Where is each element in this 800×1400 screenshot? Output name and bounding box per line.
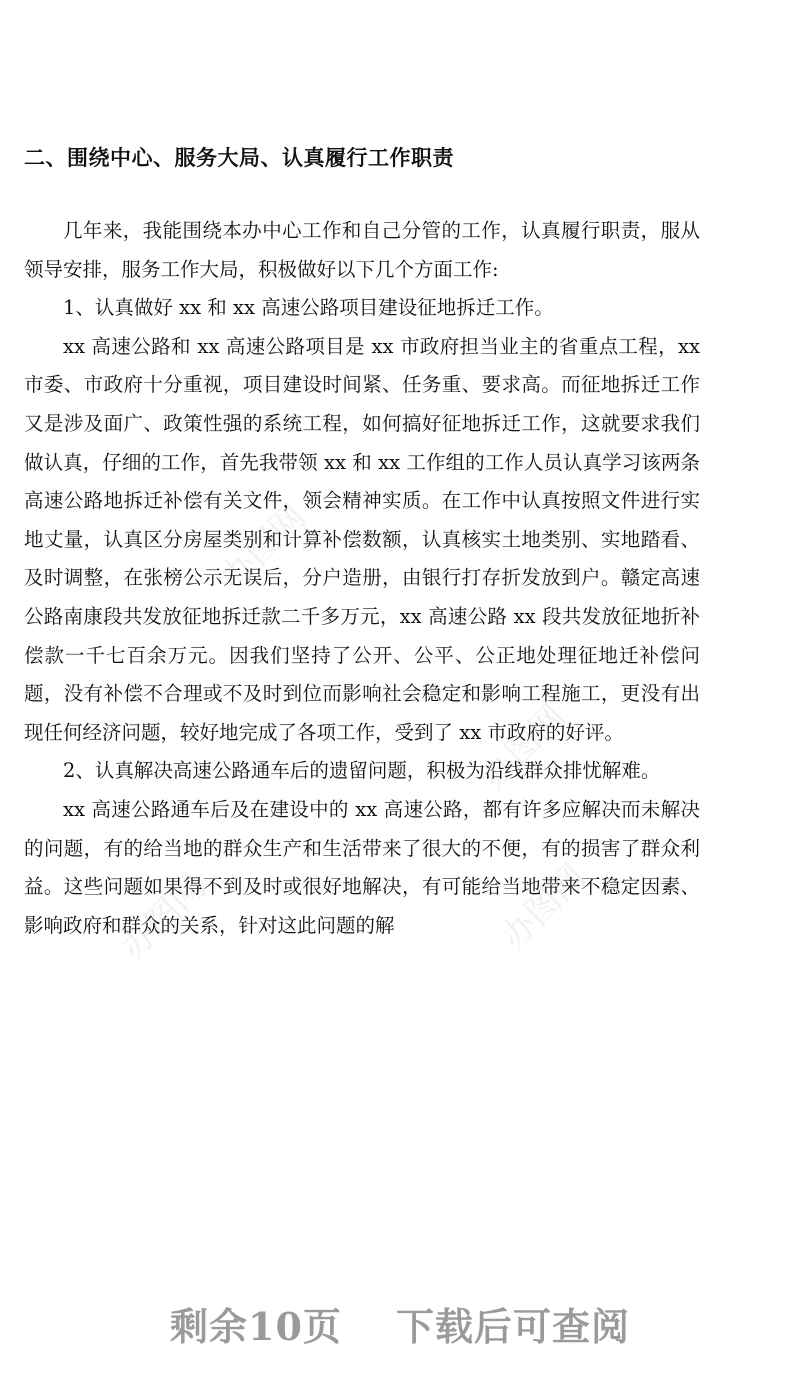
- paragraph: 几年来，我能围绕本办中心工作和自己分管的工作，认真履行职责，服从领导安排，服务工作大局，积极做好以下几个方面工作:: [24, 219, 700, 281]
- watermark: 办图网: [113, 866, 214, 968]
- watermark: 办图网: [493, 856, 594, 958]
- watermark: 办图网: [473, 696, 574, 798]
- remaining-pages-text: 剩余10页: [170, 1304, 342, 1349]
- watermark: 办图网: [213, 496, 314, 598]
- download-to-view-text: 下载后可查阅: [395, 1304, 630, 1349]
- paragraph: 1、认真做好 xx 和 xx 高速公路项目建设征地拆迁工作。: [63, 296, 554, 320]
- document-body: [24, 212, 700, 945]
- paragraph: 2、认真解决高速公路通车后的遗留问题，积极为沿线群众排忧解难。: [63, 759, 661, 783]
- section-heading: 二、围绕中心、服务大局、认真履行工作职责: [24, 146, 454, 170]
- paragraph: xx 高速公路和 xx 高速公路项目是 xx 市政府担当业主的省重点工程，xx 市委、市政府十分重视，项目建设时间紧、任务重、要求高。而征地拆迁工作又是涉及面广、政策性强的系统工程，如何搞好征地拆迁工作，这就要求我们做认真，仔细的工作，首先我带领 xx 和 xx 工作组的工作人员认真学习该两条高速公路地拆迁补偿有关文件，领会精神实质。在工作中认真按照文件进行实地丈量，认真区分房屋类别和计算补偿数额，认真核实土地类别、实地踏看、及时调整，在张榜公示无误后，分户造册，由银行打存折发放到户。赣定高速公路南康段共发放征地拆迁款二千多万元，xx 高速公路 xx 段共发放征地折补偿款一千七百余万元。因我们坚持了公开、公平、公正地处理征地迁补偿问题，没有补偿不合理或不及时到位而影响社会稳定和影响工程施工，更没有出现任何经济问题，较好地完成了各项工作，受到了 xx 市政府的好评。: [24, 334, 700, 744]
- download-banner[interactable]: [0, 1296, 800, 1351]
- paragraph: xx 高速公路通车后及在建设中的 xx 高速公路，都有许多应解决而未解决的问题，有的给当地的群众生产和生活带来了很大的不便，有的损害了群众利益。这些问题如果得不到及时或很好地解决，有可能给当地带来不稳定因素、影响政府和群众的关系，针对这此问题的解: [24, 797, 700, 937]
